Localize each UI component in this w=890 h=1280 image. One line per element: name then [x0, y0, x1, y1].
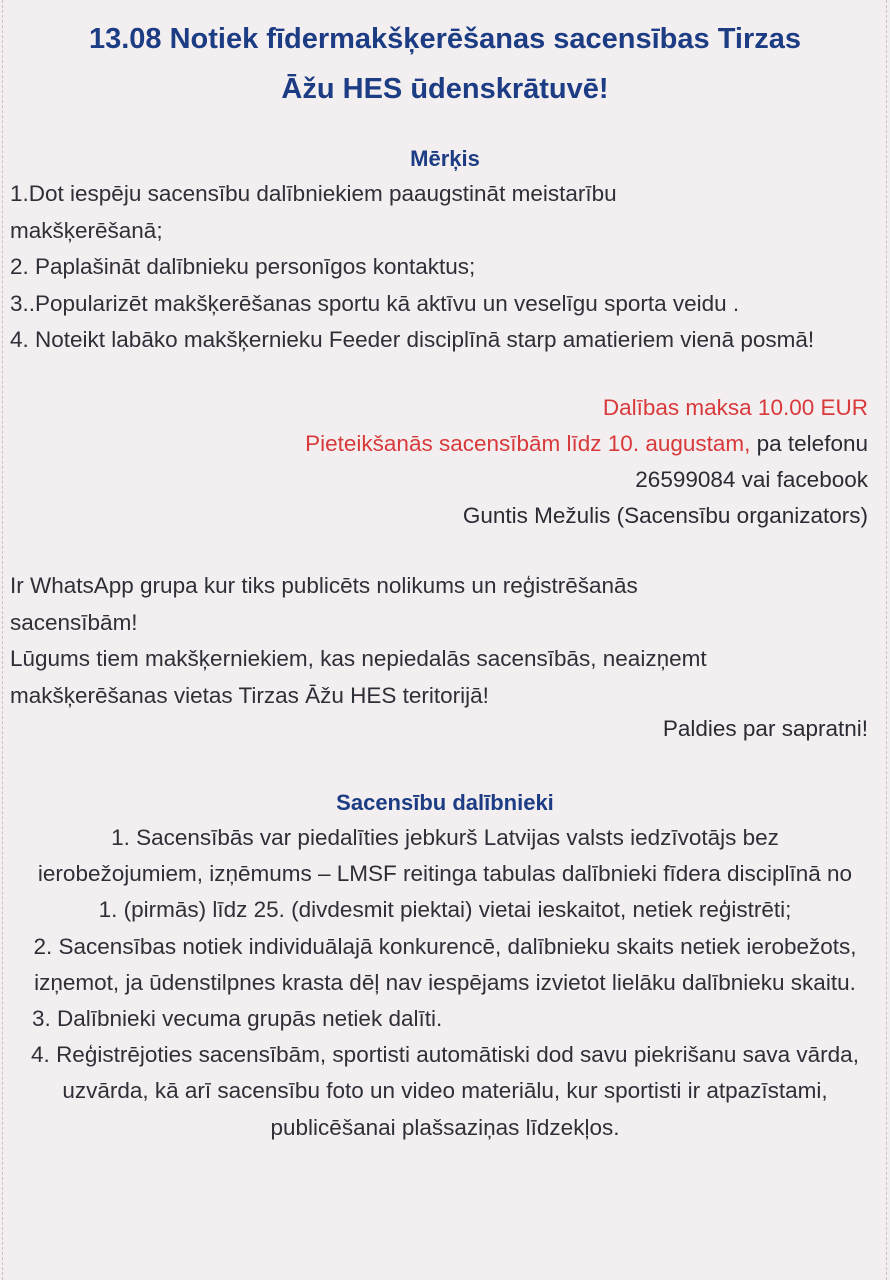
- goal-item-1: 1.Dot iespēju sacensību dalībniekiem paaugstināt meistarību makšķerēšanā;: [10, 181, 617, 243]
- participants-heading: Sacensību dalībnieki: [336, 790, 554, 815]
- thanks-text: Paldies par sapratni!: [662, 716, 868, 741]
- registration-via: pa telefonu: [750, 431, 868, 456]
- goal-item-3: 3..Popularizēt makšķerēšanas sportu kā aktīvu un veselīgu sporta veidu .: [10, 290, 740, 316]
- page-title: [0, 14, 890, 114]
- goal-item-4: 4. Noteikt labāko makšķernieku Feeder disciplīnā starp amatieriem vienā posmā!: [10, 327, 815, 352]
- left-edge-divider: [2, 0, 4, 1280]
- title-line-2: Āžu HES ūdenskrātuvē!: [281, 73, 609, 105]
- registration-deadline: Pieteikšanās sacensībām līdz 10. augustam,: [305, 431, 751, 456]
- organizer: Guntis Mežulis (Sacensību organizators): [462, 503, 868, 528]
- participant-rule-1: 1. Sacensībās var piedalīties jebkurš Latvijas valsts iedzīvotājs bez ierobežojumiem, izņēmums – LMSF reitinga tabulas dalībnieki fīdera disciplīnā no 1. (pirmās) līdz 25. (divdesmit piektai) vietai ieskaitot, netiek reģistrēti;: [37, 825, 853, 923]
- goal-item-2: 2. Paplašināt dalībnieku personīgos kontaktus;: [10, 254, 476, 279]
- goals-list: [10, 176, 880, 359]
- participant-rule-3: 3. Dalībnieki vecuma grupās netiek dalīti.: [32, 1006, 443, 1032]
- registration-phone: 26599084 vai facebook: [635, 467, 868, 492]
- notice-block: [10, 568, 880, 714]
- fishing-request: Lūgums tiem makšķerniekiem, kas nepiedalās sacensībās, neaizņemt makšķerēšanas vietas Tirzas Āžu HES teritorijā!: [10, 646, 707, 708]
- title-line-1: 13.08 Notiek fīdermakšķerēšanas sacensības Tirzas: [88, 23, 801, 55]
- participant-rule-4: 4. Reģistrējoties sacensībām, sportisti automātiski dod savu piekrišanu sava vārda, uzvārda, kā arī sacensību foto un video materiālu, kur sportisti ir atpazīstami, publicēšanai plašsaziņas līdzekļos.: [31, 1042, 859, 1140]
- goals-heading: Mērķis: [410, 146, 480, 171]
- participants-list: [10, 820, 880, 1146]
- whatsapp-notice: Ir WhatsApp grupa kur tiks publicēts nolikums un reģistrēšanās sacensībām!: [10, 573, 638, 635]
- registration-deadline-line: [305, 426, 868, 462]
- right-edge-divider: [886, 0, 888, 1280]
- participant-rule-2: 2. Sacensības notiek individuālajā konkurencē, dalībnieku skaits netiek ierobežots, izņemot, ja ūdenstilpnes krasta dēļ nav iespējams izvietot lielāku dalībnieku skaitu.: [33, 933, 857, 995]
- participation-fee: Dalības maksa 10.00 EUR: [602, 395, 868, 420]
